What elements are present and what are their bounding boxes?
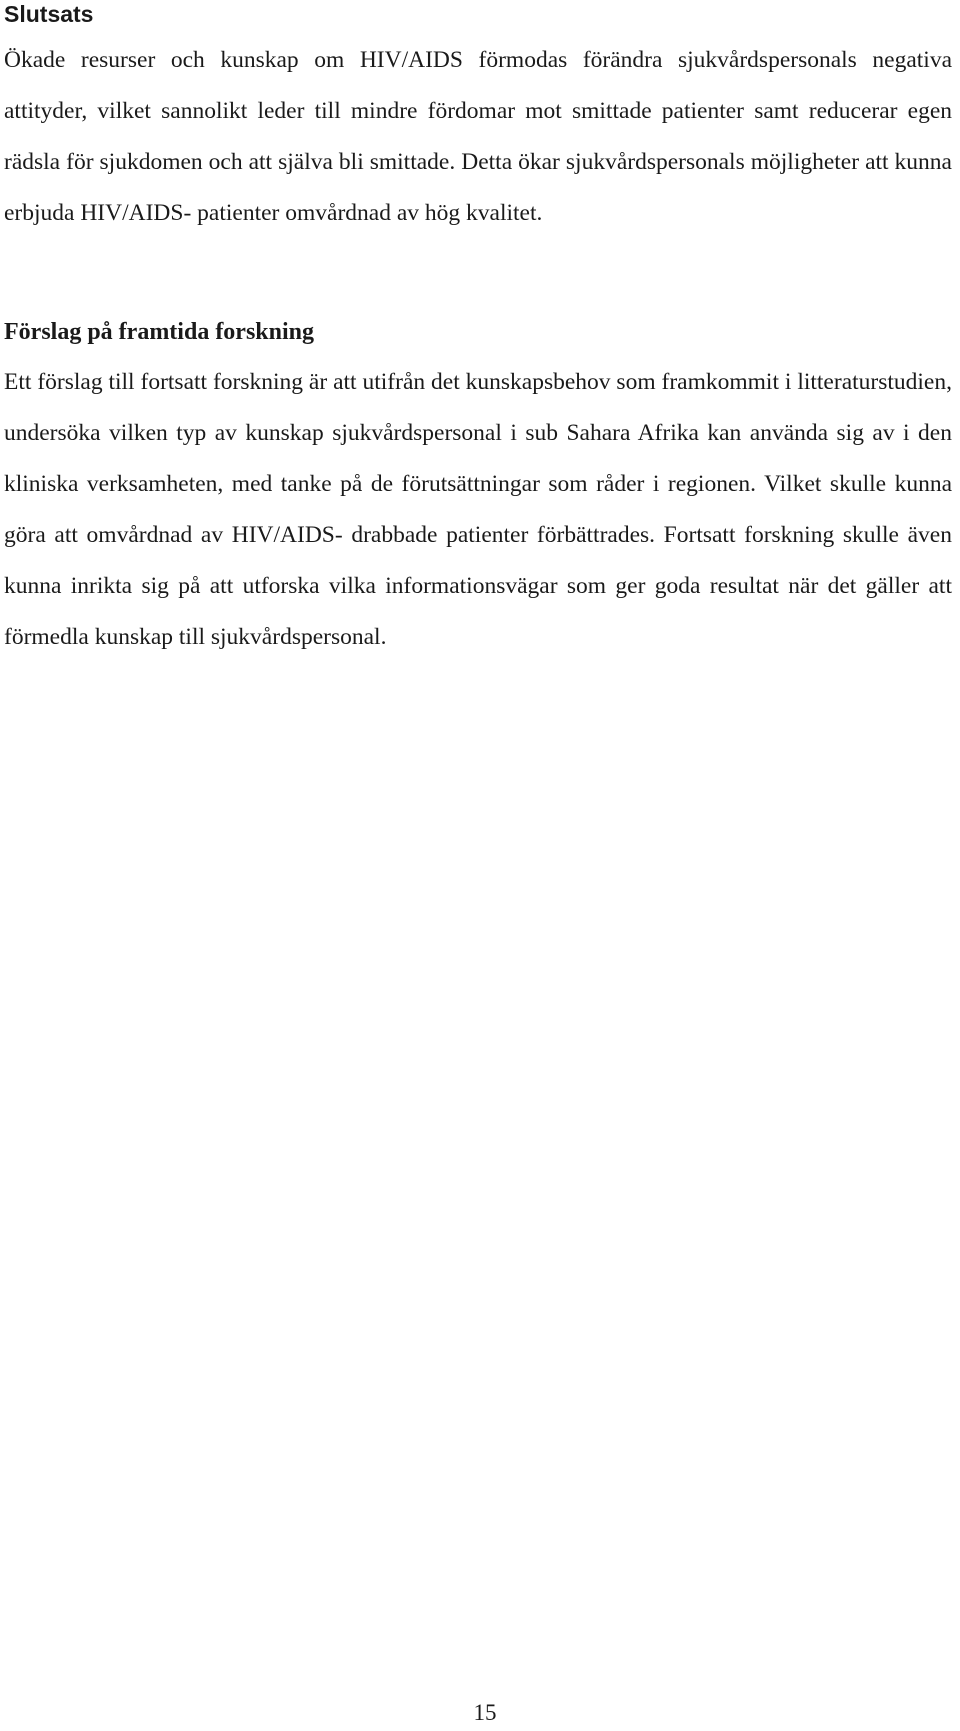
conclusion-heading: Slutsats: [4, 1, 94, 27]
future-research-paragraph: Ett förslag till fortsatt forskning är att utifrån det kunskapsbehov som framkommit i litteraturstudien, undersöka vilken typ av kunskap sjukvårdspersonal i sub Sahara Afrika kan använda sig av i den kliniska verksamheten, med tanke på de förutsättningar som råder i regionen. Vilket skulle kunna göra att omvårdnad av HIV/AIDS- drabbade patienter förbättrades. Fortsatt forskning skulle även kunna inrikta sig på att utforska vilka informationsvägar som ger goda resultat när det gäller att förmedla kunskap till sjukvårdspersonal.: [4, 369, 952, 650]
conclusion-paragraph: Ökade resurser och kunskap om HIV/AIDS förmodas förändra sjukvårdspersonals negativa attityder, vilket sannolikt leder till mindre fördomar mot smittade patienter samt reducerar egen rädsla för sjukdomen och att själva bli smittade. Detta ökar sjukvårdspersonals möjligheter att kunna erbjuda HIV/AIDS- patienter omvårdnad av hög kvalitet.: [4, 47, 952, 226]
future-research-heading: Förslag på framtida forskning: [4, 319, 315, 345]
page-number: 15: [473, 1700, 497, 1725]
